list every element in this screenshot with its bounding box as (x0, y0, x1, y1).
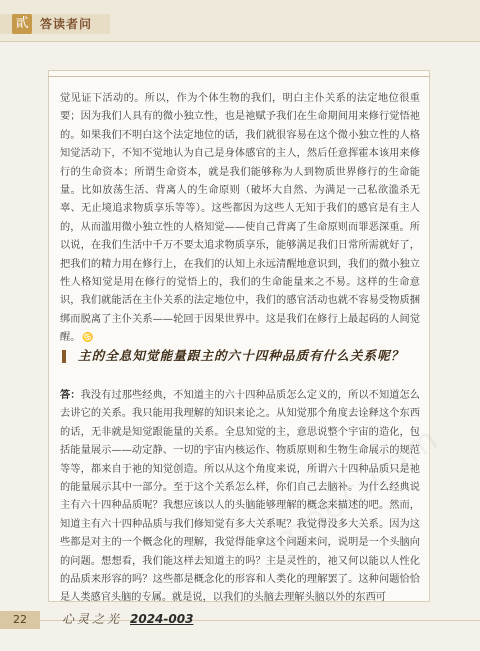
answer-label: 答： (60, 389, 81, 401)
answer-text: 我没有过那些经典，不知道主的六十四种品质怎么定义的，所以不知道怎么去讲它的关系。我只能用我理解的知识来论之。从知觉那个角度去诠释这个东西的话，无非就是知觉跟能量的关系。全息知觉的主，意思说整个宇宙的造化，包括能量展示——动定静、一切的宇宙内核运作、物质原则和生物生命展示的规范等等，都来自于祂的知觉创造。所以从这个角度来说，所谓六十四种品质只是祂的能量展示其中一部分。至于这个关系怎么样，你们自己去脑补。为什么经典说主有六十四种品质呢？我想应该以人的头脑能够理解的概念来描述的吧。然而，知道主有六十四种品质与我们修知觉有多大关系呢？我觉得没多大关系。因为这些都是对主的一个概念化的理解，我觉得能拿这个问题来问，说明是一个头脑向的问题。想想看，我们能这样去知道主的吗？主是灵性的，祂又何以能以人性化的品质来形容的吗？这些都是概念化的形容和人类化的理解罢了。这种问题恰恰是人类感官头脑的专属。就是说，以我们的头脑去理解头脑以外的东西可 (60, 390, 420, 604)
end-mark-icon: ♋ (82, 333, 94, 344)
body-paragraph-1 (60, 90, 420, 348)
header-divider (0, 41, 480, 42)
column-title: 答读者问 (40, 17, 93, 31)
heading-accent-bar (62, 350, 66, 363)
page-header (0, 0, 480, 42)
paragraph-1-text: 觉见证下活动的。所以，作为个体生物的我们，明白主仆关系的法定地位很重要；因为我们人具有的微小独立性，也是祂赋予我们在生命期间用来修行觉悟祂的。如果我们不明白这个法定地位的话，我们就很容易在这个微小独立性的人格知觉活动下，不知不觉地认为自己是身体感官的主人，然后任意挥霍本该用来修行的生命资本；所谓生命资本，就是我们能够称为人到物质世界修行的生命能量。比如放荡生活、背离人的生命原则（破坏大自然、为满足一己私欲滥杀无辜、无止境追求物质享乐等等）。这些都因为这些人无知于我们的感官是有主人的，从而滥用微小独立性的人格知觉——使自己背离了生命原则而罪恶深重。所以说，在我们生活中千万不要太追求物质享乐，能够满足我们日常所需就好了，把我们的精力用在修行上，在我们的认知上永远清醒地意识到，我们的微小独立性人格知觉是用在修行的觉悟上的，我们的生命能量来之不易。这样的生命意识，我们就能活在主仆关系的法定地位中，我们的感官活动也就不容易受物质捆绑而脱离了主仆关系——轮回于因果世界中。这是我们在修行上最起码的人间觉醒。 (60, 93, 420, 344)
section-heading: 主的全息知觉能量跟主的六十四种品质有什么关系呢？ (78, 348, 405, 363)
issue-number: 2024-003 (130, 612, 194, 626)
answer-paragraph (60, 386, 420, 608)
page-number: 22 (13, 613, 27, 626)
section-badge-icon: 貳 (12, 14, 32, 34)
frame-top-divider (48, 76, 430, 77)
magazine-name: 心灵之光 (62, 612, 123, 626)
